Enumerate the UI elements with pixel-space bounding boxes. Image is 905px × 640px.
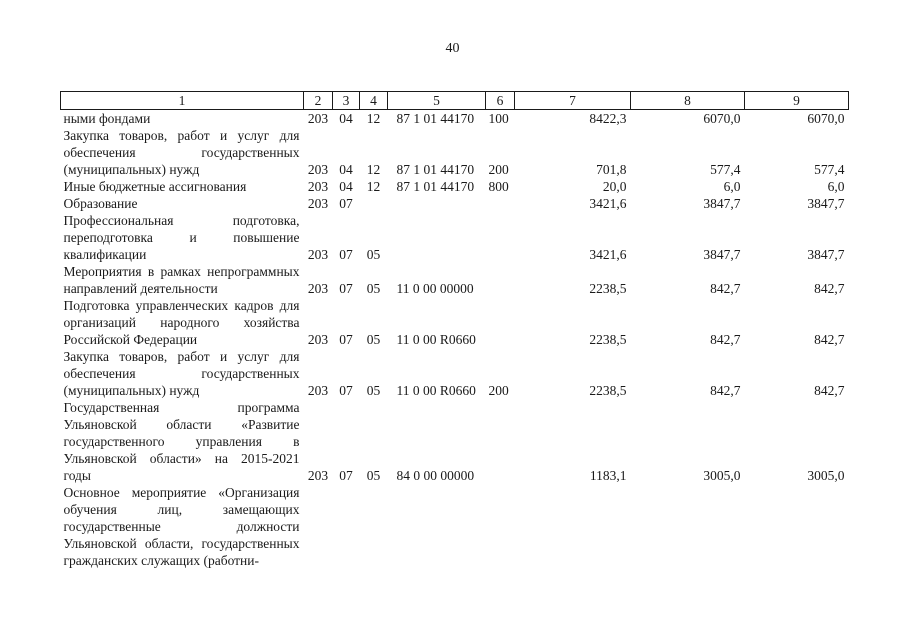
row-cell-2: 203 <box>307 179 329 194</box>
row-cell-6: 100 <box>488 111 509 126</box>
page-number: 40 <box>445 41 460 56</box>
row-cell-2: 203 <box>307 196 329 211</box>
row-cell-8: 842,7 <box>710 332 741 347</box>
row-cell-8: 3847,7 <box>703 247 741 262</box>
row-cell-2: 203 <box>307 281 329 296</box>
row-description: Профессиональная подготовка, переподготовка и повышение квалификации <box>63 213 300 262</box>
row-cell-8: 577,4 <box>710 162 741 177</box>
row-cell-7: 2238,5 <box>589 281 627 296</box>
table-row <box>61 110 849 128</box>
row-description: Иные бюджетные ассигнования <box>63 179 247 194</box>
row-cell-6: 200 <box>488 383 509 398</box>
row-cell-8: 842,7 <box>710 383 741 398</box>
header-cell: 3 <box>333 92 360 110</box>
row-cell-6 <box>486 399 515 484</box>
row-cell-6: 200 <box>488 162 509 177</box>
row-cell-6: 800 <box>488 179 509 194</box>
row-cell-8: 6070,0 <box>703 111 741 126</box>
table-row <box>61 127 849 178</box>
row-cell-3: 07 <box>339 196 353 211</box>
row-cell-9: 577,4 <box>814 162 845 177</box>
row-cell-3 <box>333 484 360 569</box>
row-cell-7: 2238,5 <box>589 383 627 398</box>
row-cell-7: 3421,6 <box>589 247 627 262</box>
table-row <box>61 297 849 348</box>
header-cell: 6 <box>486 92 515 110</box>
row-cell-5: 11 0 00 R0660 <box>396 383 476 398</box>
row-cell-7: 3421,6 <box>589 196 627 211</box>
row-cell-2: 203 <box>307 468 329 483</box>
row-cell-8: 3847,7 <box>703 196 741 211</box>
table-row <box>61 348 849 399</box>
row-cell-7 <box>515 484 631 569</box>
table-row <box>61 484 849 569</box>
table-body <box>61 110 849 570</box>
row-cell-4: 12 <box>366 179 381 194</box>
row-cell-2: 203 <box>307 332 329 347</box>
header-cell: 7 <box>515 92 631 110</box>
row-cell-3: 07 <box>339 383 353 398</box>
row-cell-8: 3005,0 <box>703 468 741 483</box>
row-cell-3: 04 <box>339 111 353 126</box>
table-row <box>61 263 849 297</box>
row-cell-2: 203 <box>307 111 329 126</box>
row-cell-9 <box>745 484 849 569</box>
header-cell: 9 <box>745 92 849 110</box>
header-cell: 4 <box>360 92 388 110</box>
row-cell-3: 07 <box>339 468 353 483</box>
row-cell-7: 8422,3 <box>589 111 627 126</box>
row-cell-9: 3847,7 <box>807 196 845 211</box>
row-description: ными фондами <box>63 111 151 126</box>
row-cell-4: 05 <box>366 247 381 262</box>
header-cell: 1 <box>61 92 304 110</box>
row-cell-6 <box>486 195 515 212</box>
row-cell-9: 842,7 <box>814 383 845 398</box>
table-row <box>61 178 849 195</box>
row-cell-3: 07 <box>339 332 353 347</box>
row-cell-3: 07 <box>339 247 353 262</box>
row-cell-3: 04 <box>339 179 353 194</box>
row-cell-5 <box>388 195 486 212</box>
table-row <box>61 195 849 212</box>
row-cell-8 <box>631 484 745 569</box>
row-cell-3: 07 <box>339 281 353 296</box>
row-cell-7: 1183,1 <box>589 468 627 483</box>
row-cell-5: 87 1 01 44170 <box>396 111 475 126</box>
budget-table <box>60 91 849 569</box>
row-cell-7: 701,8 <box>596 162 627 177</box>
row-cell-4: 12 <box>366 162 381 177</box>
row-cell-4: 05 <box>366 468 381 483</box>
row-cell-2: 203 <box>307 383 329 398</box>
row-description: Образование <box>63 196 138 211</box>
row-cell-4: 05 <box>366 281 381 296</box>
row-cell-9: 842,7 <box>814 281 845 296</box>
row-cell-9: 3847,7 <box>807 247 845 262</box>
row-description: Подготовка управленческих кадров для организаций народного хозяйства Российской Федерации <box>63 298 300 347</box>
row-cell-2: 203 <box>307 247 329 262</box>
row-cell-9: 6070,0 <box>807 111 845 126</box>
table-row <box>61 399 849 484</box>
row-cell-4: 05 <box>366 383 381 398</box>
row-description: Основное мероприятие «Организация обучения лиц, замещающих государственные должности Ульяновской области, государственных гражданских служащих (работни- <box>63 485 300 568</box>
row-cell-5: 87 1 01 44170 <box>396 179 475 194</box>
row-cell-5: 11 0 00 R0660 <box>396 332 476 347</box>
row-cell-6 <box>486 297 515 348</box>
row-cell-2: 203 <box>307 162 329 177</box>
row-description: Закупка товаров, работ и услуг для обеспечения государственных (муниципальных) нужд <box>63 349 300 398</box>
row-cell-9: 3005,0 <box>807 468 845 483</box>
row-cell-6 <box>486 484 515 569</box>
row-cell-3: 04 <box>339 162 353 177</box>
row-cell-5 <box>388 212 486 263</box>
row-cell-4 <box>360 484 388 569</box>
row-cell-4 <box>360 195 388 212</box>
row-cell-7: 20,0 <box>602 179 627 194</box>
header-cell: 5 <box>388 92 486 110</box>
header-cell: 2 <box>304 92 333 110</box>
row-cell-4: 05 <box>366 332 381 347</box>
row-cell-9: 6,0 <box>827 179 845 194</box>
row-cell-6 <box>486 263 515 297</box>
row-description: Мероприятия в рамках непрограммных направлений деятельности <box>63 264 300 296</box>
row-cell-5: 11 0 00 00000 <box>396 281 474 296</box>
row-cell-5: 87 1 01 44170 <box>396 162 475 177</box>
row-cell-4: 12 <box>366 111 381 126</box>
row-description: Закупка товаров, работ и услуг для обеспечения государственных (муниципальных) нужд <box>63 128 300 177</box>
row-cell-7: 2238,5 <box>589 332 627 347</box>
row-cell-6 <box>486 212 515 263</box>
table-header-row <box>61 92 849 110</box>
row-cell-8: 6,0 <box>723 179 741 194</box>
row-description: Государственная программа Ульяновской области «Развитие государственного управления в Ульяновской области» на 2015-2021 годы <box>63 400 300 483</box>
header-cell: 8 <box>631 92 745 110</box>
row-cell-8: 842,7 <box>710 281 741 296</box>
table-row <box>61 212 849 263</box>
row-cell-2 <box>304 484 333 569</box>
row-cell-5 <box>388 484 486 569</box>
row-cell-5: 84 0 00 00000 <box>396 468 475 483</box>
row-cell-9: 842,7 <box>814 332 845 347</box>
